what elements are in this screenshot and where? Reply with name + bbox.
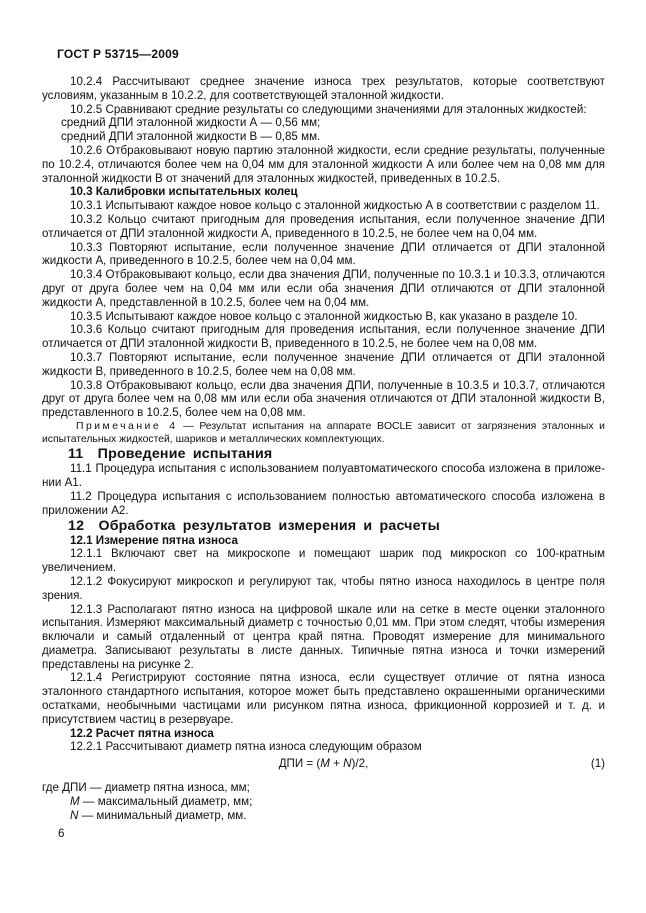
para-11-1: 11.1 Процедура испытания с использованием полуавтоматического способа изложена в приложении А1. — [42, 462, 605, 490]
document-blocks — [42, 75, 605, 822]
heading-12-2: 12.2 Расчет пятна износа — [70, 726, 214, 740]
note-4: Примечание 4 — Результат испытания на аппарате BOCLE зависит от загрязнения эталонных и испытательных жидкостей, шариков и металлических комплектующих. — [42, 420, 605, 446]
formula-expression: ДПИ = (M + N)/2, — [278, 757, 369, 771]
definition-row: где ДПИ — диаметр пятна износа, мм; — [42, 781, 250, 795]
para-10-3-7: 10.3.7 Повторяют испытание, если полученное значение ДПИ отличается от ДПИ эталонной жидкости В, приведенного в 10.2.5, более чем на 0,08 мм. — [42, 350, 605, 378]
para-10-2-6: 10.2.6 Отбраковывают новую партию эталонной жидкости, если средние результаты, полученные по 10.2.4, отличаются более чем на 0,04 мм для эталонной жидкости А или более чем на 0,08 мм для эталонной жидкости В от значений для эталонных жидкостей, приведенных в 10.2.5. — [42, 143, 605, 185]
section-heading-12: 12 Обработка результатов измерения и расчеты — [68, 517, 440, 534]
para-12-1-2: 12.1.2 Фокусируют микроскоп и регулируют так, чтобы пятно износа находилось в центре поля зрения. — [42, 574, 605, 602]
definition-row: N — минимальный диаметр, мм. — [70, 808, 247, 822]
para-10-2-4: 10.2.4 Рассчитывают среднее значение износа трех результатов, которые соответствуют условиям, указанным в 10.2.2, для соответствующей эталонной жидкости. — [42, 75, 605, 102]
section-heading-11: 11 Проведение испытания — [68, 446, 273, 463]
para-10-3-8: 10.3.8 Отбраковывают кольцо, если два значения ДПИ, полученные в 10.3.5 и 10.3.7, отличаются друг от друга более чем на 0,08 мм или если оба значения отличаются от ДПИ эталонной жидкости В, представленного в 10.2.5, более чем на 0,08 мм. — [42, 378, 605, 420]
running-header: ГОСТ Р 53715—2009 — [57, 47, 179, 61]
list-item-fluid-b: средний ДПИ эталонной жидкости В — 0,85 мм. — [61, 130, 321, 144]
para-10-3-6: 10.3.6 Кольцо считают пригодным для проведения испытания, если полученное значение ДПИ отличается от ДПИ эталонной жидкости В, приведенного в 10.2.5, не более чем на 0,08 мм. — [42, 323, 605, 351]
page-number: 6 — [58, 827, 65, 840]
para-12-2-1: 12.2.1 Рассчитывают диаметр пятна износа следующим образом — [70, 740, 422, 754]
para-12-1-1: 12.1.1 Включают свет на микроскопе и помещают шарик под микроскоп со 100-кратным увеличением. — [42, 547, 605, 575]
para-10-2-5: 10.2.5 Сравнивают средние результаты со следующими значениями для эталонных жидкостей: — [70, 102, 587, 116]
formula-legend — [42, 781, 605, 822]
heading-10-3: 10.3 Калибровки испытательных колец — [70, 185, 298, 199]
note-label: Примечание 4 — [76, 420, 178, 432]
para-10-3-4: 10.3.4 Отбраковывают кольцо, если два значения ДПИ, полученные по 10.3.1 и 10.3.3, отличаются друг от друга более чем на 0,04 мм или если оба значения ДПИ отличаются от ДПИ эталонной жидкости А, представленной в 10.2.5, более чем на 0,04 мм. — [42, 268, 605, 309]
para-11-2: 11.2 Процедура испытания с использованием полностью автоматического способа изложена в приложении А2. — [42, 489, 605, 517]
formula-number: (1) — [590, 757, 605, 771]
para-10-3-3: 10.3.3 Повторяют испытание, если полученное значение ДПИ отличается от ДПИ эталонной жидкости А, приведенного в 10.2.5, более чем на 0,04 мм. — [42, 240, 605, 268]
para-10-3-5: 10.3.5 Испытывают каждое новое кольцо с эталонной жидкостью В, как указано в разделе 10. — [70, 309, 578, 323]
list-item-fluid-a: средний ДПИ эталонной жидкости А — 0,56 мм; — [61, 116, 321, 130]
formula-1 — [42, 757, 605, 771]
heading-12-1: 12.1 Измерение пятна износа — [70, 533, 238, 547]
para-12-1-3: 12.1.3 Располагают пятно износа на цифровой шкале или на сетке в месте оценки эталонного испытания. Измеряют максимальный диаметр с точностью 0,01 мм. При этом следят, чтобы измерения включали и самый отдаленный от центра край пятна. Проводят измерение для минимального диаметра. Записывают результаты в листе данных. Типичные пятна износа и точки измерений представлены на рисунке 2. — [42, 602, 605, 671]
definition-row: M — максимальный диаметр, мм; — [70, 794, 253, 808]
para-12-1-4: 12.1.4 Регистрируют состояние пятна износа, если существует отличие от пятна износа эталонного стандартного испытания, которое может быть представлено окрашенными органическими остатками, необычными частицами или рисунком пятна износа, фрикционной коррозией и т. д. и присутствием частиц в резервуаре. — [42, 671, 605, 726]
para-10-3-1: 10.3.1 Испытывают каждое новое кольцо с эталонной жидкостью А в соответствии с разделом 11. — [70, 199, 600, 213]
para-10-3-2: 10.3.2 Кольцо считают пригодным для проведения испытания, если полученное значение ДПИ отличается от ДПИ эталонной жидкости А, приведенного в 10.2.5, не более чем на 0,04 мм. — [42, 212, 605, 240]
